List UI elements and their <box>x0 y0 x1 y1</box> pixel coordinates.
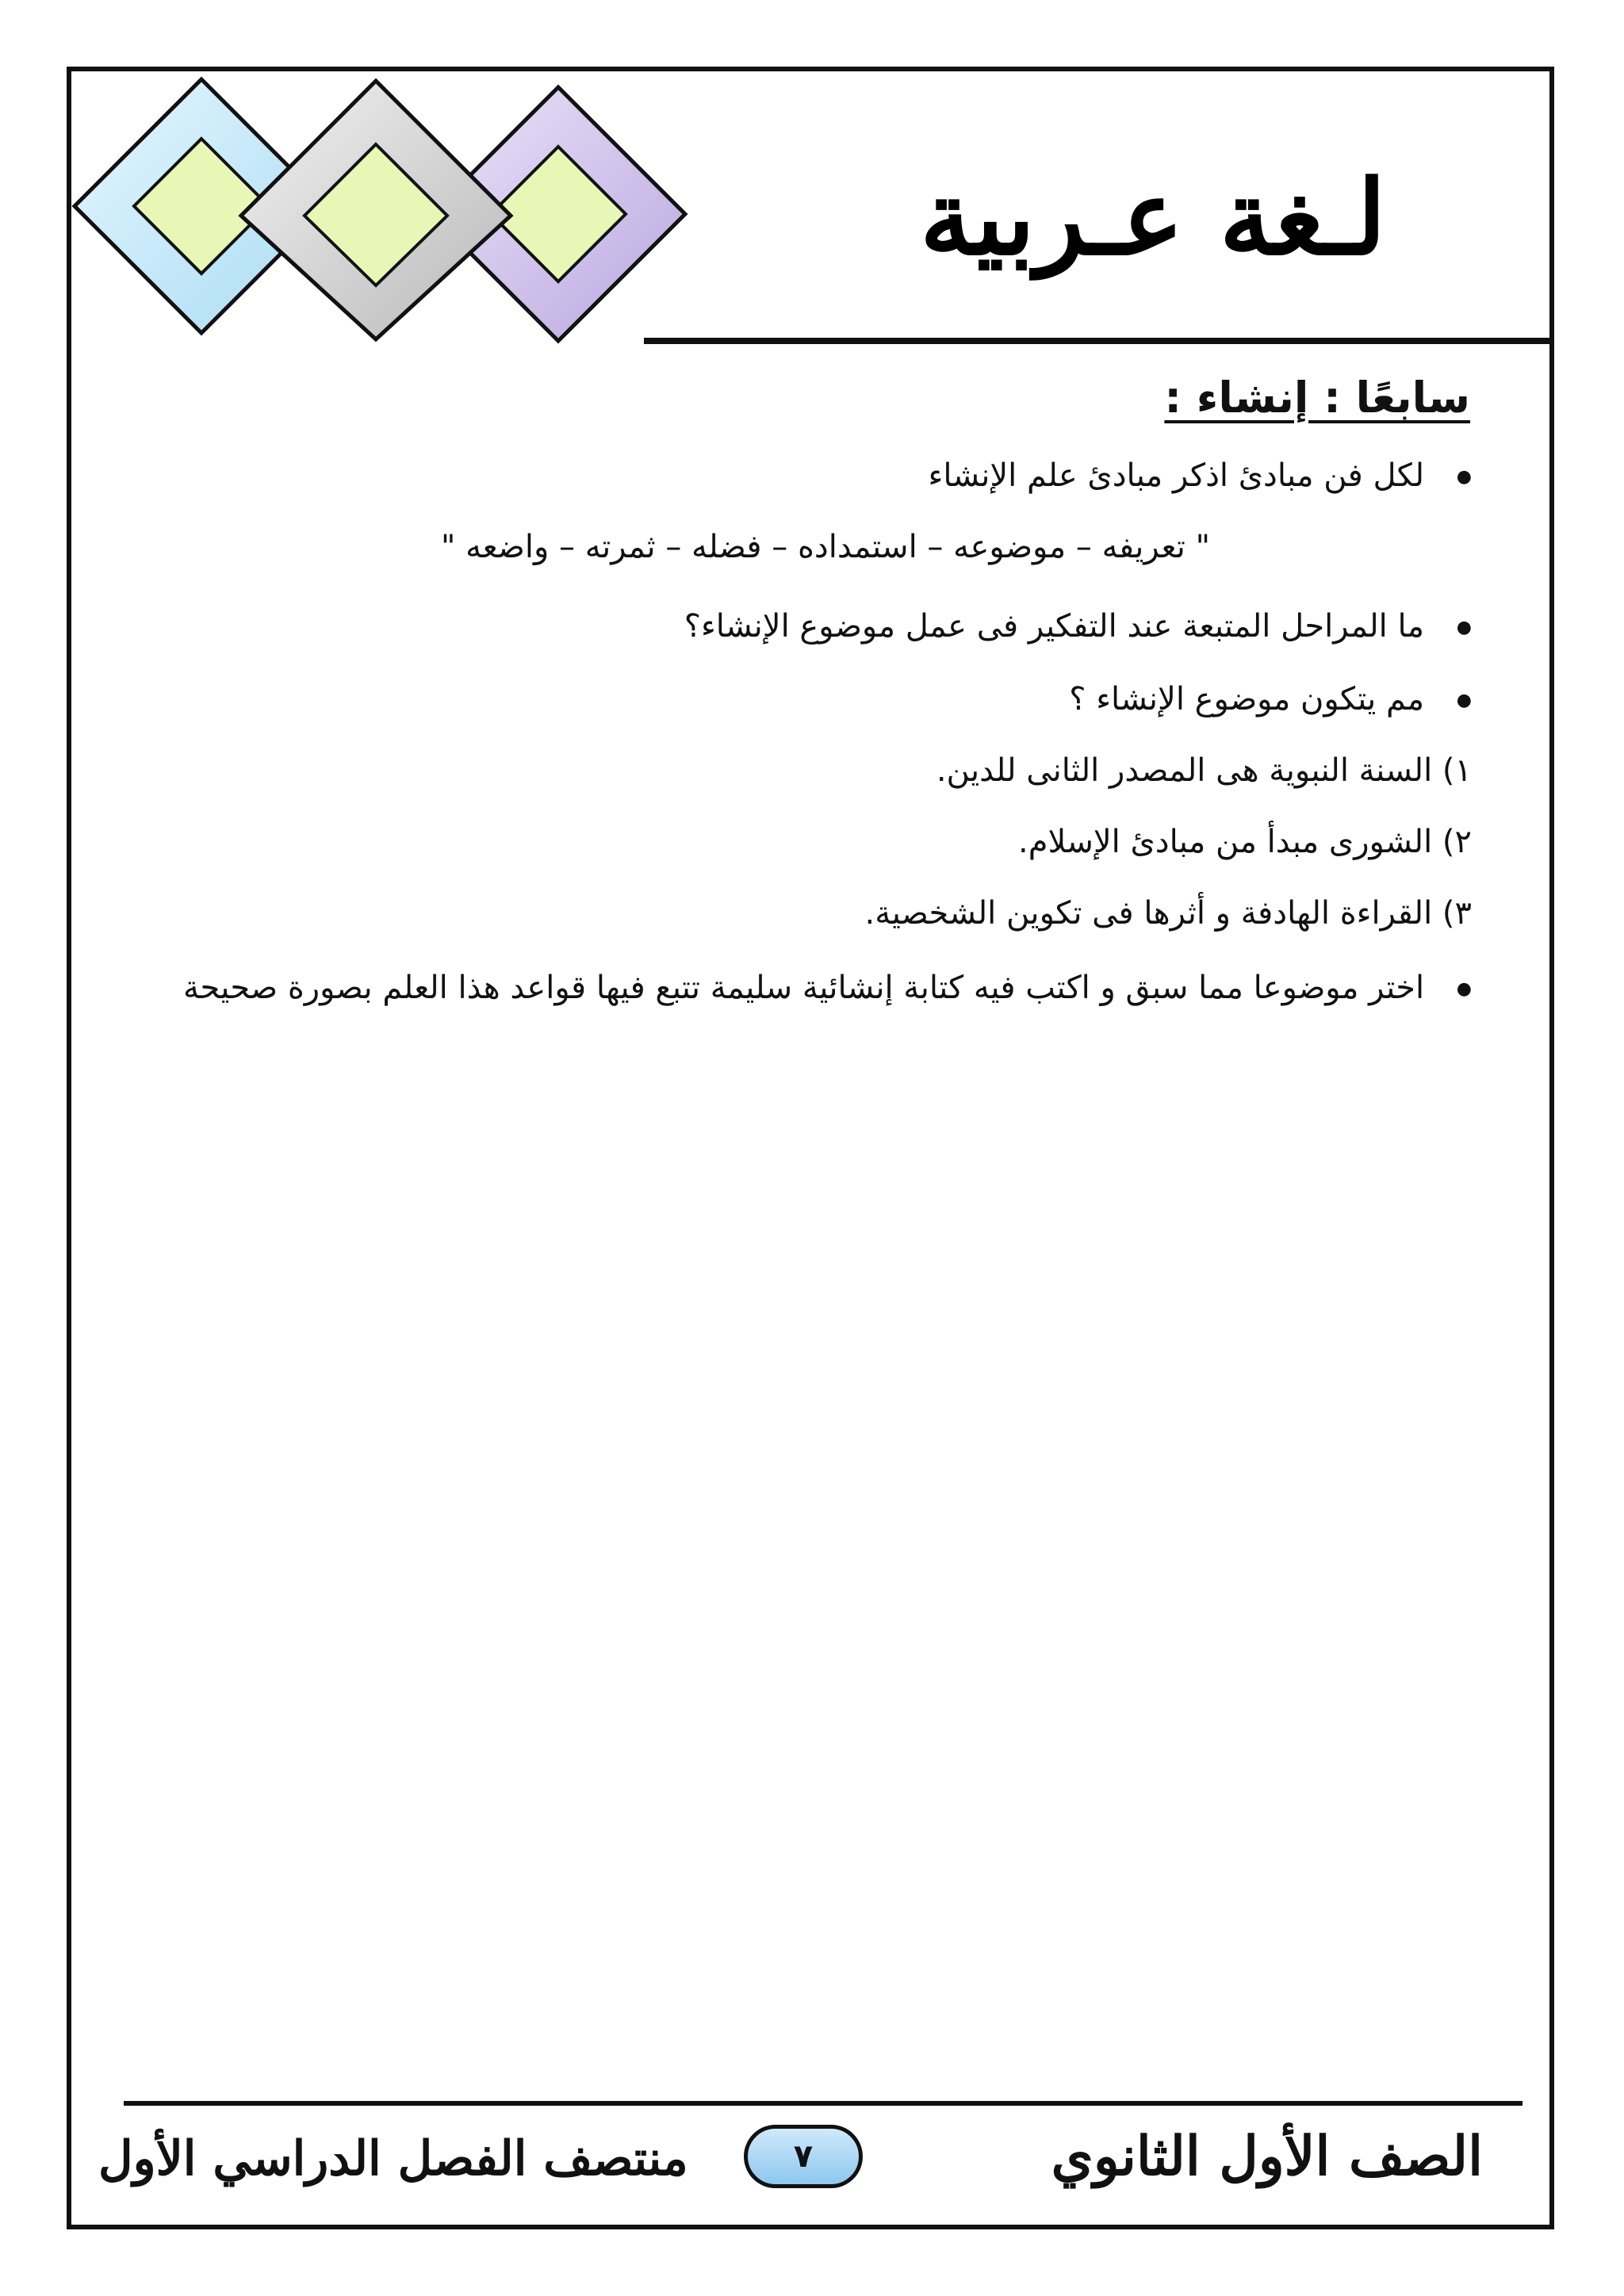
term-label: منتصف الفصل الدراسي الأول <box>98 2131 688 2187</box>
list-item <box>864 895 1472 932</box>
subject-title: لـغة عـربية <box>920 157 1386 278</box>
list-item-text: ما المراحل المتبعة عند التفكير فى عمل موضوع الإنشاء؟ <box>684 608 1425 645</box>
list-item <box>936 752 1472 789</box>
list-item <box>928 457 1472 494</box>
list-item-text: " تعريفه – موضوعه – استمداده – فضله – ثمرته – واضعه " <box>441 529 1210 565</box>
list-item-text: اختر موضوعا مما سبق و اكتب فيه كتابة إنشائية سليمة تتبع فيها قواعد هذا العلم بصورة صحيحة <box>183 970 1425 1006</box>
list-item-text: مم يتكون موضوع الإنشاء ؟ <box>1069 681 1425 718</box>
header-divider <box>644 338 1554 344</box>
list-item <box>183 972 1472 1004</box>
list-item-text: ١) السنة النبوية هى المصدر الثانى للدين. <box>936 752 1472 789</box>
section-title: سابعًا : إنشاء : <box>1164 373 1470 423</box>
page-number: ٧ <box>744 2125 863 2188</box>
list-item <box>684 608 1472 645</box>
grade-label: الصف الأول الثانوي <box>1051 2125 1483 2188</box>
footer-divider <box>124 2101 1522 2106</box>
list-item <box>1069 681 1472 718</box>
list-item <box>441 531 1210 563</box>
list-item-text: ٣) القراءة الهادفة و أثرها فى تكوين الشخصية. <box>864 895 1472 932</box>
list-item-text: ٢) الشورى مبدأ من مبادئ الإسلام. <box>1017 824 1472 860</box>
diamond-decoration-icon <box>67 71 701 357</box>
list-item-text: لكل فن مبادئ اذكر مبادئ علم الإنشاء <box>928 457 1425 494</box>
list-item <box>1018 826 1472 858</box>
